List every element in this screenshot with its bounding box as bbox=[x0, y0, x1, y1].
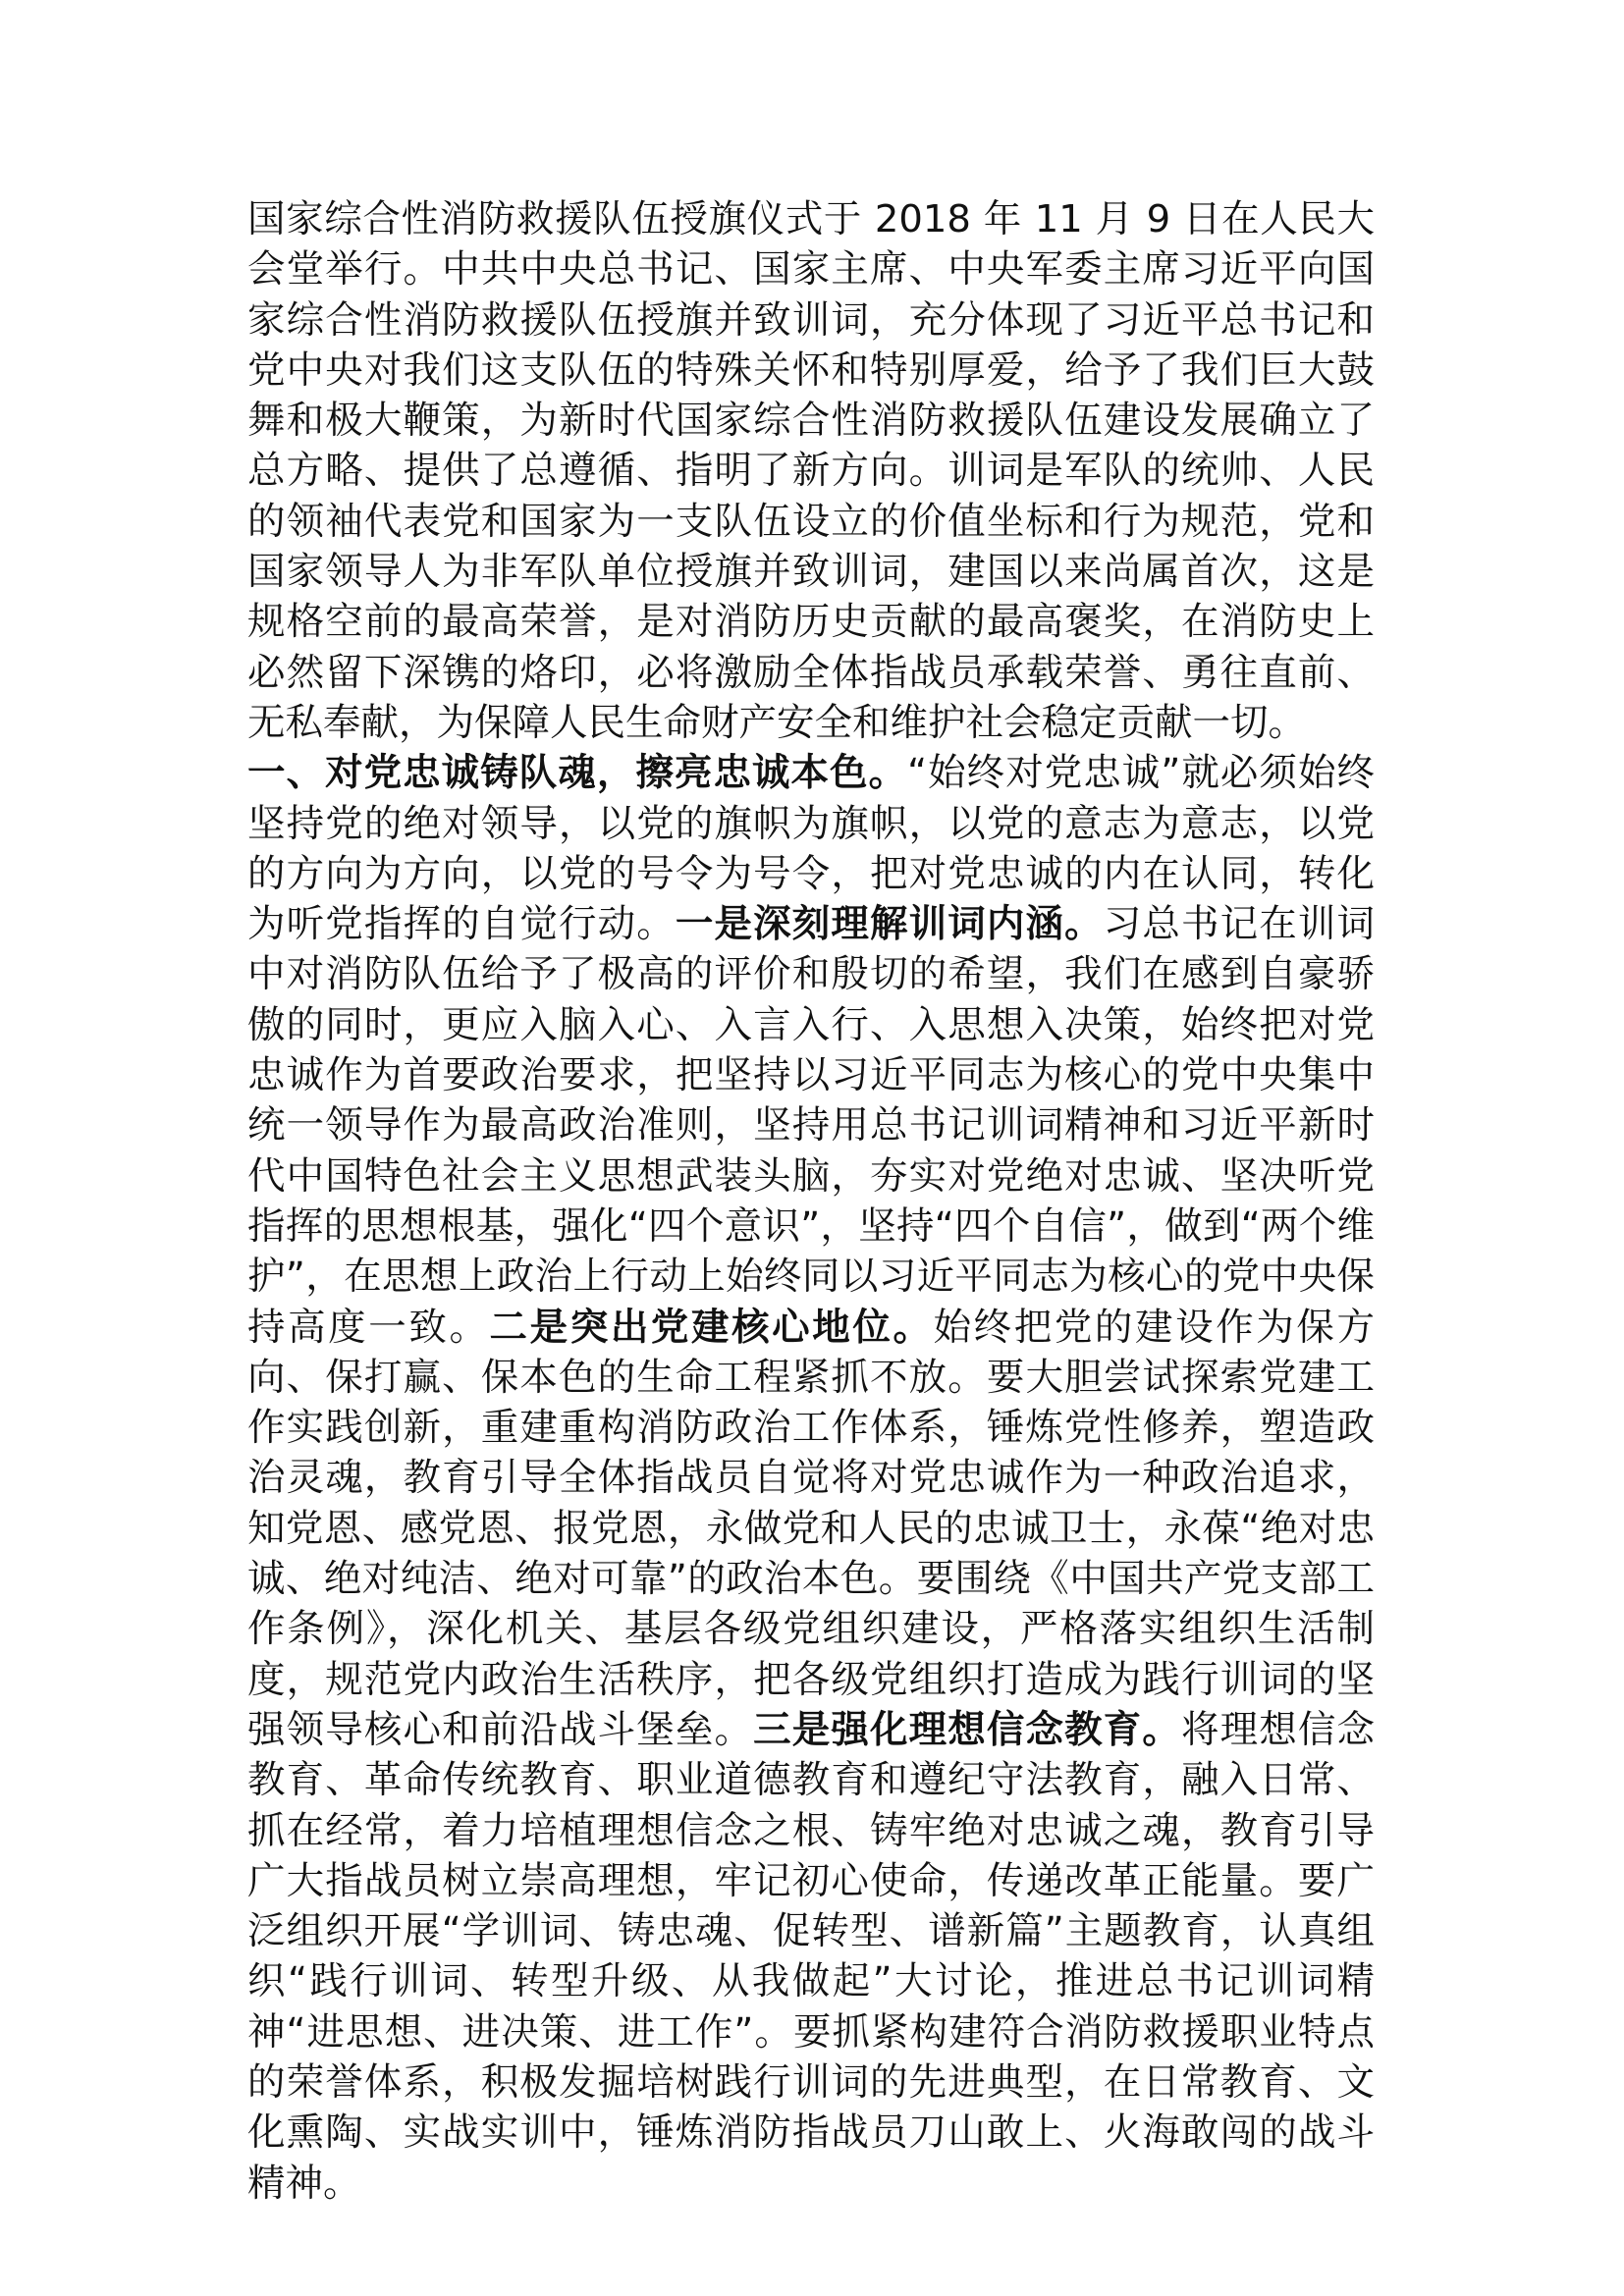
section-intro-text: “始终对党忠诚”就必须始终坚持党的绝对领导，以党的旗帜为旗帜，以党的意志为意志，以党的方向为方向，以党的号令为号令，把对党忠诚的内在认同，转化为听党指挥的自觉行动。 bbox=[247, 751, 1375, 947]
paragraph-intro bbox=[247, 194, 1375, 748]
intro-text: 国家综合性消防救援队伍授旗仪式于 2018 年 11 月 9 日在人民大会堂举行。中共中央总书记、国家主席、中央军委主席习近平向国家综合性消防救援队伍授旗并致训词，充分体现了习近平总书记和党中央对我们这支队伍的特殊关怀和特别厚爱，给予了我们巨大鼓舞和极大鞭策，为新时代国家综合性消防救援队伍建设发展确立了总方略、提供了总遵循、指明了新方向。训词是军队的统帅、人民的领袖代表党和国家为一支队伍设立的价值坐标和行为规范，党和国家领导人为非军队单位授旗并致训词，建国以来尚属首次，这是规格空前的最高荣誉，是对消防历史贡献的最高褒奖，在消防史上必然留下深镌的烙印，必将激励全体指战员承载荣誉、勇往直前、无私奉献，为保障人民生命财产安全和维护社会稳定贡献一切。 bbox=[247, 197, 1375, 745]
section-heading: 一、对党忠诚铸队魂，擦亮忠诚本色。 bbox=[247, 751, 908, 796]
paragraph-section-one bbox=[247, 748, 1375, 2209]
subpoint-three-text: 将理想信念教育、革命传统教育、职业道德教育和遵纪守法教育，融入日常、抓在经常，着力培植理想信念之根、铸牢绝对忠诚之魂，教育引导广大指战员树立崇高理想，牢记初心使命，传递改革正能量。要广泛组织开展“学训词、铸忠魂、促转型、谱新篇”主题教育，认真组织“践行训词、转型升级、从我做起”大讨论，推进总书记训词精神“进思想、进决策、进工作”。要抓紧构建符合消防救援职业特点的荣誉体系，积极发掘培树践行训词的先进典型，在日常教育、文化熏陶、实战实训中，锤炼消防指战员刀山敢上、火海敢闯的战斗精神。 bbox=[247, 1707, 1375, 2206]
subpoint-two-text: 始终把党的建设作为保方向、保打赢、保本色的生命工程紧抓不放。要大胆尝试探索党建工作实践创新，重建重构消防政治工作体系，锤炼党性修养，塑造政治灵魂，教育引导全体指战员自觉将对党忠诚作为一种政治追求，知党恩、感党恩、报党恩，永做党和人民的忠诚卫士，永葆“绝对忠诚、绝对纯洁、绝对可靠”的政治本色。要围绕《中国共产党支部工作条例》，深化机关、基层各级党组织建设，严格落实组织生活制度，规范党内政治生活秩序，把各级党组织打造成为践行训词的坚强领导核心和前沿战斗堡垒。 bbox=[247, 1305, 1375, 1752]
subpoint-one-heading: 一是深刻理解训词内涵。 bbox=[675, 902, 1104, 947]
subpoint-two-heading: 二是突出党建核心地位。 bbox=[489, 1305, 934, 1350]
subpoint-three-heading: 三是强化理想信念教育。 bbox=[753, 1707, 1181, 1752]
document-body bbox=[247, 194, 1375, 2209]
subpoint-one-text: 习总书记在训词中对消防队伍给予了极高的评价和殷切的希望，我们在感到自豪骄傲的同时，更应入脑入心、入言入行、入思想入决策，始终把对党忠诚作为首要政治要求，把坚持以习近平同志为核心的党中央集中统一领导作为最高政治准则，坚持用总书记训词精神和习近平新时代中国特色社会主义思想武装头脑，夯实对党绝对忠诚、坚决听党指挥的思想根基，强化“四个意识”，坚持“四个自信”，做到“两个维护”，在思想上政治上行动上始终同以习近平同志为核心的党中央保持高度一致。 bbox=[247, 902, 1375, 1350]
